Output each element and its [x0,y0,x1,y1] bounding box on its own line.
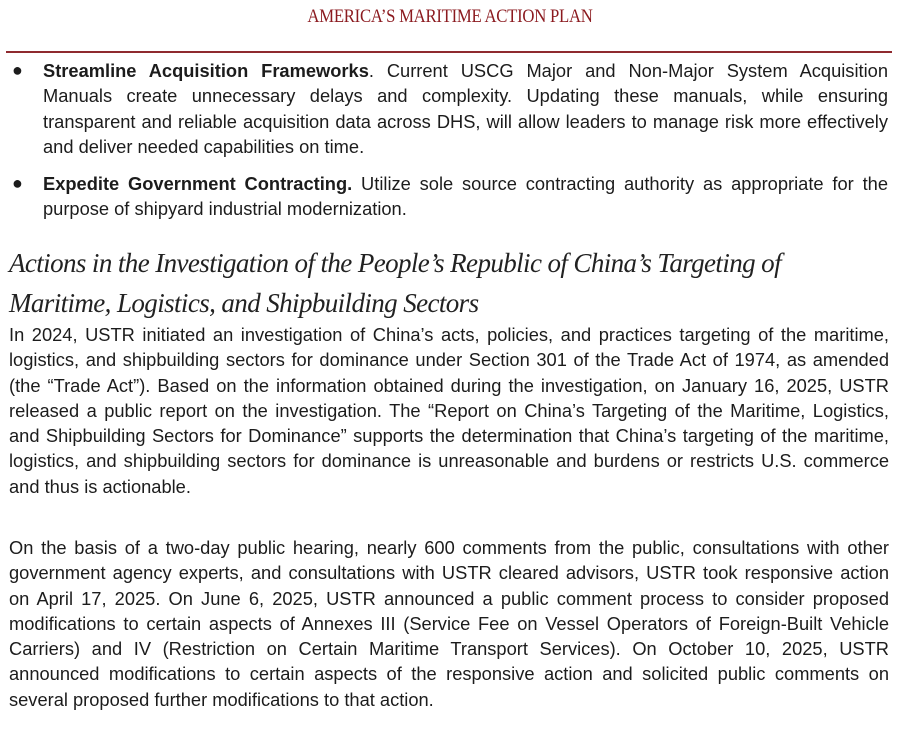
bullet-item [0,58,900,159]
running-header-title: AMERICA’S MARITIME ACTION PLAN [307,6,593,27]
bullet-lead: Expedite Government Contracting. [43,173,353,195]
bullet-list [0,58,900,234]
bullet-lead: Streamline Acquisition Frameworks [43,60,369,81]
body-paragraph: In 2024, USTR initiated an investigation of China’s acts, policies, and practices targeting of the maritime, logistics, and shipbuilding sectors for dominance under Section 301 of the Trade Act of 1974, as amended (the “Trade Act”). Based on the information obtained during the investigation, on January 16, 2025, USTR released a public report on the investigation. The “Report on China’s Targeting of the Maritime, Logistics, and Shipbuilding Sectors for Dominance” supports the determination that China’s targeting of the maritime, logistics, and shipbuilding sectors for dominance is unreasonable and burdens or restricts U.S. commerce and thus is actionable. [9,324,889,497]
bullet-dot-icon: ● [12,173,23,194]
bullet-text: . Current USCG Major and Non-Major System Acquisition Manuals create unnecessary delays and complexity. Updating these manuals, while ensuring transparent and reliable acquisition data across DHS, will allow leaders to manage risk more effectively and deliver needed capabilities on time. [43,60,888,157]
bullet-dot-icon: ● [12,60,23,80]
bullet-text: Utilize sole source contracting authority as appropriate for the purpose of shipyard industrial modernization. [43,173,888,220]
body-paragraph: On the basis of a two-day public hearing, nearly 600 comments from the public, consultations with other government agency experts, and consultations with USTR cleared advisors, USTR took responsive action on April 17, 2025. On June 6, 2025, USTR announced a public comment process to consider proposed modifications to certain aspects of Annexes III (Service Fee on Vessel Operators of Foreign-Built Vehicle Carriers) and IV (Restriction on Certain Maritime Transport Services). On October 10, 2025, USTR announced modifications to certain aspects of the responsive action and solicited public comments on several proposed further modifications to that action. [9,537,889,710]
section-heading: Actions in the Investigation of the People’s Republic of China’s Targeting of Maritime, Logistics, and Shipbuilding Sectors [9,248,781,318]
header-divider [6,51,892,53]
bullet-item [0,171,900,222]
